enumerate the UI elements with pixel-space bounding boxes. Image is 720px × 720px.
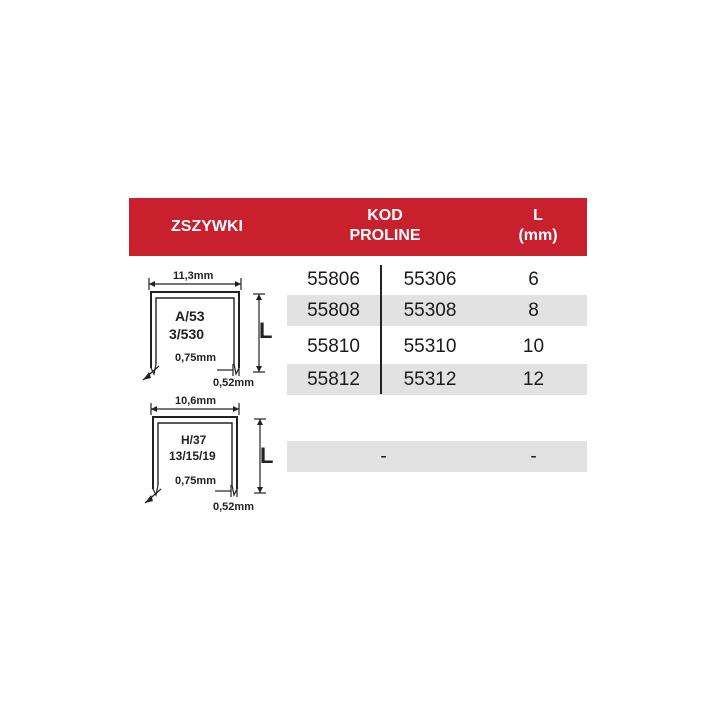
- table-header: [129, 198, 587, 256]
- staple-type-line1: H/37: [181, 433, 207, 447]
- code-proline-1: 55810: [307, 336, 360, 357]
- table-row: [287, 441, 587, 472]
- table-row: [287, 264, 587, 295]
- code-proline-2: 55310: [403, 336, 457, 357]
- width-label: 10,6mm: [175, 395, 216, 407]
- wire-label: 0,75mm: [175, 475, 216, 487]
- header-length-line1: L: [533, 207, 543, 224]
- header-kod-line1: KOD: [367, 207, 403, 224]
- length-value: -: [530, 446, 537, 467]
- code-proline-2: 55308: [403, 300, 457, 321]
- staple-type-line2: 3/530: [169, 326, 205, 342]
- code-proline-1: 55806: [307, 269, 360, 290]
- width-label: 11,3mm: [173, 270, 214, 282]
- thickness-label: 0,52mm: [213, 377, 254, 389]
- staple-diagram-a53: [129, 268, 287, 392]
- header-kod-line2: PROLINE: [349, 227, 421, 244]
- length-symbol: L: [259, 318, 273, 343]
- staple-type-line2: 13/15/19: [169, 449, 216, 463]
- table-row: [287, 331, 587, 362]
- length-value: 8: [528, 300, 539, 321]
- wire-label: 0,75mm: [175, 352, 216, 364]
- staple-type-line1: A/53: [175, 308, 205, 324]
- table-row-empty: [287, 402, 587, 441]
- header-length: [489, 206, 587, 246]
- thickness-label: 0,52mm: [213, 501, 254, 513]
- staple-diagram-h37: [129, 393, 287, 518]
- length-value: 12: [522, 369, 545, 390]
- code-proline-2: 55306: [403, 269, 457, 290]
- code-proline-2: 55312: [403, 369, 457, 390]
- header-kod: [285, 206, 485, 246]
- header-zszywki: ZSZYWKI: [171, 218, 243, 235]
- code-proline-1: 55812: [307, 369, 360, 390]
- table-row: [287, 364, 587, 395]
- header-length-line2: (mm): [518, 227, 558, 244]
- length-value: 6: [528, 269, 539, 290]
- code-proline-1: 55808: [307, 300, 360, 321]
- code-proline: -: [380, 446, 387, 467]
- length-value: 10: [522, 336, 545, 357]
- length-symbol: L: [260, 443, 274, 468]
- column-divider: [380, 265, 382, 394]
- table-row: [287, 295, 587, 326]
